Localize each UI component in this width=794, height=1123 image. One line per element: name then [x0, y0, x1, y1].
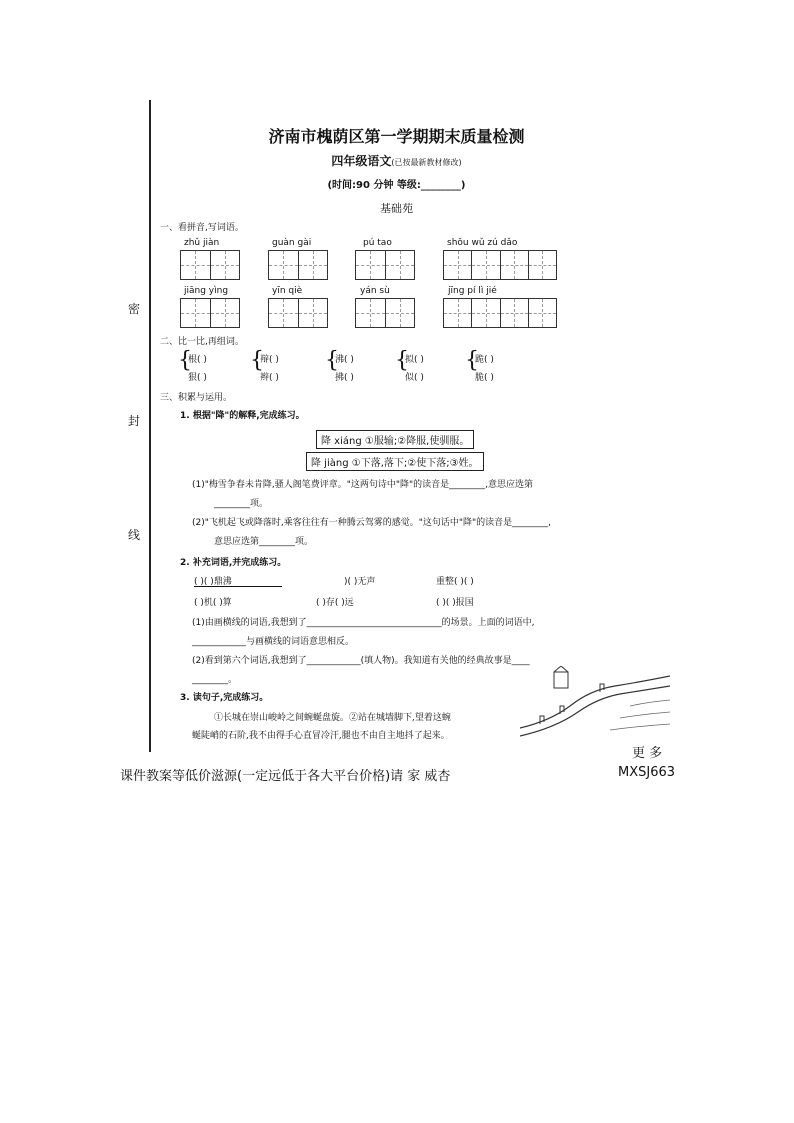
compare-top: 跪( ): [475, 355, 494, 365]
compare-bottom: 拂( ): [335, 373, 354, 383]
footer-promo: 课件教案等低价滋源(一定远低于各大平台价格)请 家 威杏: [120, 769, 451, 784]
compare-top: 拟( ): [405, 355, 424, 365]
compare-top: 根( ): [188, 355, 207, 365]
brace: {: [178, 348, 192, 373]
section-title: 基础苑: [380, 202, 413, 215]
q3-heading: 三、积累与运用。: [160, 393, 233, 403]
q2-heading: 二、比一比,再组词。: [160, 337, 244, 347]
q3-1-title: 1. 根据"降"的解释,完成练习。: [180, 411, 305, 421]
definition-box-xiang: 降 xiáng ①服输;②降服,使驯服。: [316, 430, 474, 449]
q3-2-title: 2. 补充词语,并完成练习。: [180, 558, 287, 568]
answer-grid[interactable]: [268, 298, 328, 328]
idiom-blank: ( )( )报国: [436, 598, 474, 608]
q3-2-part1-cont: ____________与画横线的词语意思相反。: [192, 637, 355, 647]
brace: {: [250, 348, 264, 373]
idiom-blank: ( )存( )远: [316, 598, 354, 608]
q3-3-title: 3. 读句子,完成练习。: [180, 693, 269, 703]
seal-char-xian: 线: [128, 528, 141, 542]
scanned-exam-page: [120, 100, 673, 752]
brace: {: [465, 348, 479, 373]
binding-margin-line: [149, 100, 151, 752]
answer-grid[interactable]: [443, 250, 557, 280]
answer-grid[interactable]: [443, 298, 557, 328]
q1-heading: 一、看拼音,写词语。: [160, 223, 244, 233]
q3-1-part2: (2)"飞机起飞或降落时,乘客往往有一种腾云驾雾的感觉。"这句话中"降"的读音是________,: [192, 518, 552, 528]
answer-grid[interactable]: [180, 298, 240, 328]
pinyin-label: shǒu wǔ zú dǎo: [447, 238, 518, 248]
footer-more: 更 多: [632, 746, 663, 761]
compare-bottom: 狠( ): [188, 373, 207, 383]
passage-line: ①长城在崇山峻岭之间蜿蜒盘旋。②站在城墙脚下,望着这蜿: [214, 713, 451, 723]
definition-box-jiang: 降 jiàng ①下落,落下;②使下落;③姓。: [306, 452, 484, 471]
seal-char-feng: 封: [128, 414, 141, 428]
brace: {: [395, 348, 409, 373]
q3-2-part2-cont: ________。: [192, 675, 238, 685]
q3-2-part2: (2)看到第六个词语,我想到了____________(填人物)。我知道有关他的经典故事是____: [192, 656, 530, 666]
answer-grid[interactable]: [268, 250, 328, 280]
idiom-blank: )( )无声: [344, 577, 376, 587]
idiom-blank: ( )( )鼎沸: [194, 577, 232, 587]
exam-subtitle: 四年级语文(已按最新教材修改): [331, 154, 462, 168]
idiom-blank: 重整( )( ): [436, 577, 474, 587]
exam-title: 济南市槐荫区第一学期期末质量检测: [268, 127, 525, 146]
footer-code: MXSJ663: [618, 765, 676, 780]
compare-bottom: 脆( ): [475, 373, 494, 383]
idiom-blank: ( )机( )算: [194, 598, 232, 608]
q3-2-part1: (1)由画横线的词语,我想到了______________________________的场景。上面的词语中,: [192, 618, 535, 628]
compare-bottom: 似( ): [405, 373, 424, 383]
q3-1-part2-cont: 意思应选第________项。: [214, 537, 314, 547]
great-wall-illustration: [520, 666, 670, 742]
answer-grid[interactable]: [355, 298, 415, 328]
answer-grid[interactable]: [180, 250, 240, 280]
q3-1-part1: (1)"梅雪争春未肯降,骚人阁笔费评章。"这两句诗中"降"的读音是________,意思应选第: [192, 480, 534, 490]
pinyin-label: yīn qiè: [272, 286, 303, 296]
pinyin-label: yán sù: [360, 286, 390, 296]
compare-bottom: 辫( ): [260, 373, 279, 383]
passage-line: 蜒陡峭的石阶,我不由得手心直冒冷汗,腿也不由自主地抖了起来。: [192, 731, 450, 741]
compare-top: 辩( ): [260, 355, 279, 365]
idiom-underline: [194, 586, 282, 587]
pinyin-label: zhǔ jiàn: [184, 238, 220, 248]
q3-1-part1-cont: ________项。: [214, 499, 269, 509]
pinyin-label: pú tao: [363, 238, 392, 248]
seal-char-mi: 密: [128, 302, 141, 316]
pinyin-label: jīng pí lì jié: [448, 286, 497, 296]
pinyin-label: guàn gài: [272, 238, 312, 248]
brace: {: [325, 348, 339, 373]
compare-top: 沸( ): [335, 355, 354, 365]
answer-grid[interactable]: [355, 250, 415, 280]
time-and-grade: (时间:90 分钟 等级:________): [327, 180, 466, 191]
pinyin-label: jiāng yìng: [184, 286, 229, 296]
